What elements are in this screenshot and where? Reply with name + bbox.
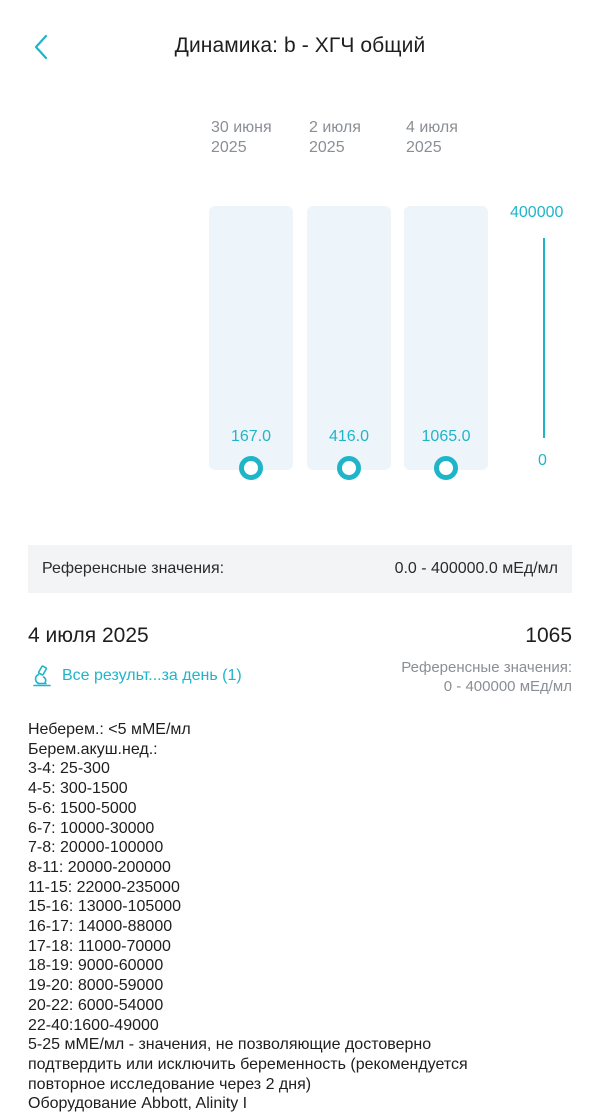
page-title: Динамика: b - ХГЧ общий — [174, 34, 426, 57]
chart-value-label: 1065.0 — [421, 428, 471, 445]
selected-date: 4 июля 2025 — [28, 624, 149, 647]
note-line: 11-15: 22000-235000 — [28, 878, 180, 896]
note-line: 15-16: 13000-105000 — [28, 898, 182, 916]
chart-date-label — [309, 118, 399, 158]
note-line: Берем.акуш.нед.: — [28, 740, 158, 758]
note-line: 17-18: 11000-70000 — [28, 937, 171, 955]
chart-point-marker[interactable] — [239, 456, 263, 480]
note-line: повторное исследование через 2 дня) — [28, 1075, 312, 1093]
note-line: 18-19: 9000-60000 — [28, 957, 164, 975]
scale-axis-line — [543, 238, 545, 438]
chart-point-marker[interactable] — [434, 456, 458, 480]
reference-values-band — [28, 545, 572, 593]
note-line: 4-5: 300-1500 — [28, 780, 128, 798]
scale-min-label: 0 — [538, 452, 547, 469]
note-line: 5-6: 1500-5000 — [28, 799, 137, 817]
note-line: Оборудование Abbott, Alinity I — [28, 1095, 248, 1113]
note-line: 20-22: 6000-54000 — [28, 996, 164, 1014]
chart-date-year: 2025 — [406, 139, 442, 156]
note-line: подтвердить или исключить беременность (рекомендуется — [28, 1055, 468, 1073]
chart-point-marker[interactable] — [337, 456, 361, 480]
note-line: 5-25 мМЕ/мл - значения, не позволяющие достоверно — [28, 1036, 432, 1054]
chart-date-day: 4 июля — [406, 119, 458, 136]
detail-reference-label: Референсные значения: — [401, 659, 572, 676]
selected-value: 1065 — [525, 624, 572, 647]
chart-date-day: 30 июня — [211, 119, 272, 136]
note-line: 19-20: 8000-59000 — [28, 977, 164, 995]
note-line: 22-40:1600-49000 — [28, 1016, 159, 1034]
microscope-icon — [32, 665, 52, 687]
chart-value-label: 416.0 — [328, 428, 370, 445]
dynamics-chart — [0, 100, 600, 500]
note-line: 7-8: 20000-100000 — [28, 839, 164, 857]
header — [0, 0, 600, 100]
note-line: 6-7: 10000-30000 — [28, 819, 155, 837]
chart-date-label — [406, 118, 496, 158]
all-results-link[interactable] — [32, 665, 242, 687]
reference-label: Референсные значения: — [42, 560, 225, 577]
chart-date-year: 2025 — [211, 139, 247, 156]
note-line: 16-17: 14000-88000 — [28, 918, 173, 936]
reference-value: 0.0 - 400000.0 мЕд/мл — [394, 560, 558, 577]
note-line: Неберем.: <5 мМЕ/мл — [28, 721, 191, 738]
note-line: 8-11: 20000-200000 — [28, 858, 171, 876]
detail-reference — [401, 658, 572, 696]
chart-date-year: 2025 — [309, 139, 345, 156]
scale-max-label: 400000 — [510, 204, 564, 221]
all-results-label: Все результ...за день (1) — [62, 667, 242, 684]
detail-reference-value: 0 - 400000 мЕд/мл — [443, 678, 572, 695]
chart-date-day: 2 июля — [309, 119, 361, 136]
note-line: 3-4: 25-300 — [28, 760, 110, 778]
chart-date-label — [211, 118, 301, 158]
reference-notes — [28, 720, 573, 1114]
chart-value-label: 167.0 — [230, 428, 272, 445]
